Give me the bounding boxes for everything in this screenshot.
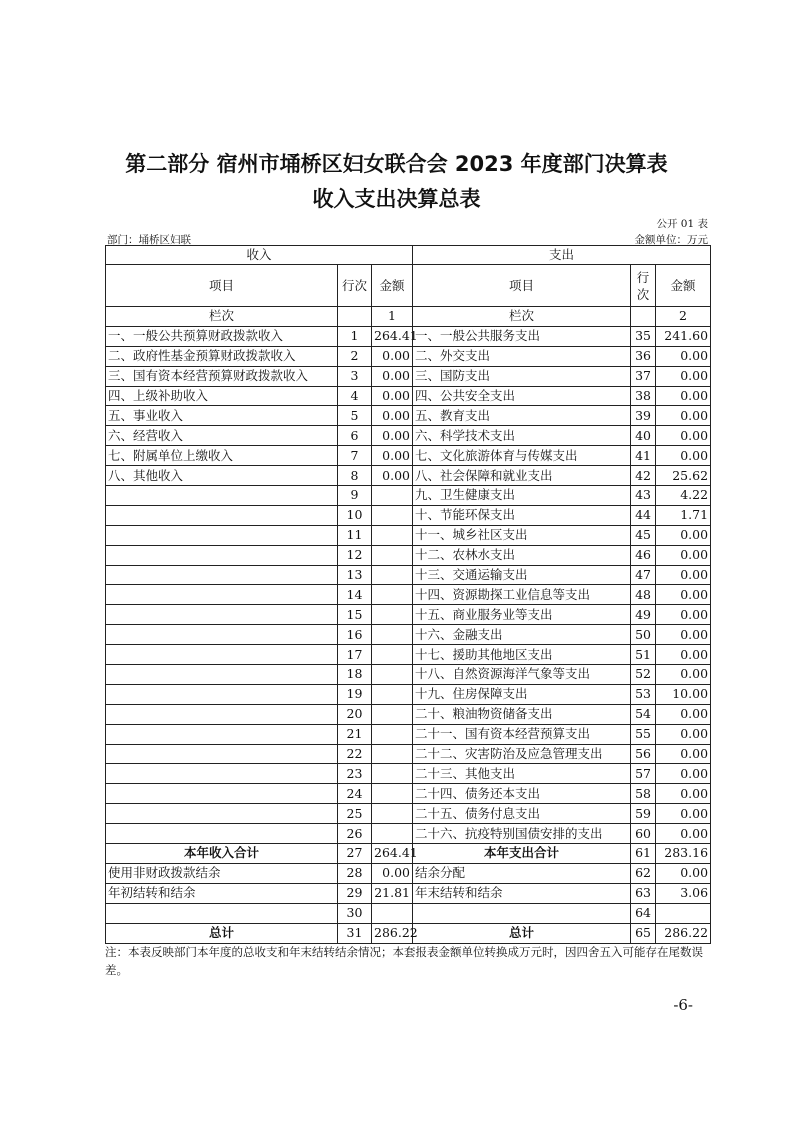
expense-line-cell: 36: [631, 346, 656, 366]
income-line-cell: 8: [338, 466, 372, 486]
income-line-cell: 24: [338, 784, 372, 804]
income-line-cell: 28: [338, 863, 372, 883]
table-row: [106, 824, 711, 844]
income-amount-cell: [372, 645, 413, 665]
expense-amount-cell: 0.00: [656, 824, 711, 844]
income-item-cell: [106, 545, 338, 565]
expense-line-cell: 57: [631, 764, 656, 784]
expense-amount-cell: 0.00: [656, 346, 711, 366]
income-item-cell: [106, 605, 338, 625]
expense-amount-cell: 0.00: [656, 704, 711, 724]
expense-line-cell: 37: [631, 366, 656, 386]
income-line-cell: 15: [338, 605, 372, 625]
income-amount-cell: [372, 665, 413, 685]
income-col-number: 1: [372, 307, 413, 327]
income-amount-cell: [372, 605, 413, 625]
expense-line-cell: 45: [631, 525, 656, 545]
income-line-cell: 29: [338, 883, 372, 903]
department-label: 部门：埇桥区妇联: [107, 234, 191, 246]
table-row: [106, 605, 711, 625]
income-line-cell: 26: [338, 824, 372, 844]
expense-item-cell: 七、文化旅游体育与传媒支出: [413, 446, 631, 466]
income-amount-cell: [372, 824, 413, 844]
income-item-cell: 三、国有资本经营预算财政拨款收入: [106, 366, 338, 386]
form-number: 公开 01 表: [656, 218, 708, 230]
income-line-cell: 20: [338, 704, 372, 724]
section-header-row: [106, 246, 711, 265]
income-item-header: 项目: [106, 265, 338, 307]
expense-line-cell: 40: [631, 426, 656, 446]
expense-line-cell: 61: [631, 844, 656, 864]
income-line-cell: 27: [338, 844, 372, 864]
income-amount-cell: 286.22: [372, 923, 413, 943]
expense-item-cell: 十二、农林水支出: [413, 545, 631, 565]
income-item-cell: [106, 764, 338, 784]
table-row: [106, 446, 711, 466]
income-amount-cell: [372, 505, 413, 525]
income-item-cell: [106, 645, 338, 665]
column-index-row: [106, 307, 711, 327]
table-row: [106, 883, 711, 903]
income-line-cell: 14: [338, 585, 372, 605]
expense-line-cell: 55: [631, 724, 656, 744]
income-amount-cell: [372, 525, 413, 545]
expense-item-cell: 六、科学技术支出: [413, 426, 631, 446]
expense-amount-cell: 0.00: [656, 724, 711, 744]
table-row: [106, 903, 711, 923]
income-item-cell: 八、其他收入: [106, 466, 338, 486]
expense-amount-cell: 1.71: [656, 505, 711, 525]
income-item-cell: 本年收入合计: [106, 844, 338, 864]
expense-item-cell: 结余分配: [413, 863, 631, 883]
expense-item-header: 项目: [413, 265, 631, 307]
expense-amount-cell: 0.00: [656, 565, 711, 585]
expense-line-cell: 59: [631, 804, 656, 824]
expense-item-cell: 二十二、灾害防治及应急管理支出: [413, 744, 631, 764]
expense-amount-cell: 0.00: [656, 525, 711, 545]
expense-amount-cell: 0.00: [656, 446, 711, 466]
page-number: -6-: [673, 996, 693, 1014]
income-amount-cell: [372, 545, 413, 565]
income-amount-cell: 264.41: [372, 844, 413, 864]
expense-item-cell: 二十三、其他支出: [413, 764, 631, 784]
table-row: [106, 525, 711, 545]
income-line-cell: 1: [338, 326, 372, 346]
expense-amount-cell: 10.00: [656, 684, 711, 704]
income-item-cell: [106, 824, 338, 844]
expense-amount-cell: 241.60: [656, 326, 711, 346]
table-row: [106, 764, 711, 784]
income-line-cell: 25: [338, 804, 372, 824]
table-row: [106, 724, 711, 744]
income-line-cell: 4: [338, 386, 372, 406]
expense-amount-cell: 4.22: [656, 486, 711, 506]
income-item-cell: [106, 625, 338, 645]
income-line-cell: 6: [338, 426, 372, 446]
income-line-cell: 13: [338, 565, 372, 585]
expense-item-cell: 十九、住房保障支出: [413, 684, 631, 704]
income-line-cell: 23: [338, 764, 372, 784]
income-col-label: 栏次: [106, 307, 338, 327]
income-item-cell: 年初结转和结余: [106, 883, 338, 903]
income-header: 收入: [106, 246, 413, 265]
expense-item-cell: 二、外交支出: [413, 346, 631, 366]
expense-amount-header: 金额: [656, 265, 711, 307]
income-item-cell: 二、政府性基金预算财政拨款收入: [106, 346, 338, 366]
page-title: 第二部分 宿州市埇桥区妇女联合会 2023 年度部门决算表: [125, 152, 668, 176]
expense-line-cell: 39: [631, 406, 656, 426]
expense-item-cell: 二十四、债务还本支出: [413, 784, 631, 804]
expense-line-cell: 51: [631, 645, 656, 665]
income-amount-cell: [372, 903, 413, 923]
budget-table: [105, 245, 711, 944]
income-line-cell: 11: [338, 525, 372, 545]
income-line-cell: 9: [338, 486, 372, 506]
income-line-cell: 17: [338, 645, 372, 665]
income-line-cell: 21: [338, 724, 372, 744]
income-amount-cell: [372, 585, 413, 605]
expense-item-cell: 二十一、国有资本经营预算支出: [413, 724, 631, 744]
expense-item-cell: 十八、自然资源海洋气象等支出: [413, 665, 631, 685]
table-row: [106, 645, 711, 665]
expense-line-header: 行次: [631, 265, 656, 307]
income-amount-cell: [372, 486, 413, 506]
table-row: [106, 744, 711, 764]
income-item-cell: [106, 903, 338, 923]
income-line-cell: 12: [338, 545, 372, 565]
income-amount-cell: [372, 684, 413, 704]
income-amount-cell: 0.00: [372, 426, 413, 446]
income-line-cell: 7: [338, 446, 372, 466]
expense-line-cell: 62: [631, 863, 656, 883]
table-row: [106, 804, 711, 824]
income-item-cell: 四、上级补助收入: [106, 386, 338, 406]
table-row: [106, 486, 711, 506]
expense-amount-cell: 283.16: [656, 844, 711, 864]
expense-amount-cell: 0.00: [656, 386, 711, 406]
expense-item-cell: 二十五、债务付息支出: [413, 804, 631, 824]
income-line-cell: 3: [338, 366, 372, 386]
income-amount-cell: 264.41: [372, 326, 413, 346]
table-row: [106, 923, 711, 943]
expense-item-cell: 五、教育支出: [413, 406, 631, 426]
income-amount-cell: 0.00: [372, 863, 413, 883]
income-amount-cell: [372, 704, 413, 724]
income-item-cell: 总计: [106, 923, 338, 943]
expense-item-cell: 十四、资源勘探工业信息等支出: [413, 585, 631, 605]
table-row: [106, 386, 711, 406]
expense-amount-cell: 0.00: [656, 545, 711, 565]
table-row: [106, 625, 711, 645]
expense-line-cell: 35: [631, 326, 656, 346]
expense-item-cell: 十一、城乡社区支出: [413, 525, 631, 545]
income-line-cell: 22: [338, 744, 372, 764]
expense-amount-cell: 0.00: [656, 605, 711, 625]
income-item-cell: 五、事业收入: [106, 406, 338, 426]
expense-item-cell: 十六、金融支出: [413, 625, 631, 645]
expense-amount-cell: 0.00: [656, 625, 711, 645]
table-row: [106, 466, 711, 486]
expense-amount-cell: 0.00: [656, 863, 711, 883]
expense-amount-cell: 0.00: [656, 366, 711, 386]
table-row: [106, 863, 711, 883]
expense-item-cell: 一、一般公共服务支出: [413, 326, 631, 346]
expense-item-cell: 九、卫生健康支出: [413, 486, 631, 506]
table-row: [106, 565, 711, 585]
table-row: [106, 684, 711, 704]
expense-line-cell: 49: [631, 605, 656, 625]
expense-amount-cell: 0.00: [656, 784, 711, 804]
expense-line-cell: 38: [631, 386, 656, 406]
expense-line-cell: 64: [631, 903, 656, 923]
table-row: [106, 665, 711, 685]
expense-amount-cell: 0.00: [656, 426, 711, 446]
table-row: [106, 585, 711, 605]
table-title: 收入支出决算总表: [312, 187, 481, 211]
income-item-cell: 七、附属单位上缴收入: [106, 446, 338, 466]
expense-amount-cell: 0.00: [656, 744, 711, 764]
income-amount-header: 金额: [372, 265, 413, 307]
income-item-cell: [106, 665, 338, 685]
expense-item-cell: 四、公共安全支出: [413, 386, 631, 406]
income-item-cell: [106, 724, 338, 744]
table-row: [106, 844, 711, 864]
income-amount-cell: 0.00: [372, 366, 413, 386]
expense-amount-cell: 0.00: [656, 585, 711, 605]
income-item-cell: [106, 704, 338, 724]
expense-item-cell: 十七、援助其他地区支出: [413, 645, 631, 665]
expense-item-cell: 十三、交通运输支出: [413, 565, 631, 585]
income-line-cell: 19: [338, 684, 372, 704]
expense-amount-cell: 3.06: [656, 883, 711, 903]
expense-line-cell: 58: [631, 784, 656, 804]
column-header-row: [106, 265, 711, 307]
income-amount-cell: [372, 804, 413, 824]
income-amount-cell: [372, 625, 413, 645]
expense-item-cell: 二十、粮油物资储备支出: [413, 704, 631, 724]
table-row: [106, 326, 711, 346]
expense-item-cell: 三、国防支出: [413, 366, 631, 386]
expense-line-cell: 41: [631, 446, 656, 466]
income-item-cell: [106, 565, 338, 585]
income-amount-cell: 0.00: [372, 446, 413, 466]
income-item-cell: [106, 784, 338, 804]
income-line-cell: 18: [338, 665, 372, 685]
income-line-header: 行次: [338, 265, 372, 307]
expense-line-cell: 53: [631, 684, 656, 704]
income-item-cell: [106, 585, 338, 605]
income-item-cell: [106, 486, 338, 506]
income-amount-cell: 21.81: [372, 883, 413, 903]
expense-col-number: 2: [656, 307, 711, 327]
income-item-cell: [106, 525, 338, 545]
expense-item-cell: 年末结转和结余: [413, 883, 631, 903]
expense-line-cell: 50: [631, 625, 656, 645]
income-item-cell: [106, 684, 338, 704]
income-amount-cell: [372, 565, 413, 585]
income-line-cell: 16: [338, 625, 372, 645]
table-row: [106, 366, 711, 386]
income-line-cell: 31: [338, 923, 372, 943]
income-amount-cell: 0.00: [372, 466, 413, 486]
expense-item-cell: 二十六、抗疫特别国债安排的支出: [413, 824, 631, 844]
expense-amount-cell: 286.22: [656, 923, 711, 943]
expense-line-cell: 60: [631, 824, 656, 844]
income-item-cell: 六、经营收入: [106, 426, 338, 446]
income-amount-cell: [372, 744, 413, 764]
income-line-cell: 10: [338, 505, 372, 525]
income-item-cell: 一、一般公共预算财政拨款收入: [106, 326, 338, 346]
table-row: [106, 426, 711, 446]
expense-amount-cell: 0.00: [656, 665, 711, 685]
expense-line-cell: 54: [631, 704, 656, 724]
table-row: [106, 346, 711, 366]
expense-line-cell: 48: [631, 585, 656, 605]
income-item-cell: [106, 744, 338, 764]
expense-line-cell: 47: [631, 565, 656, 585]
expense-amount-cell: 0.00: [656, 764, 711, 784]
expense-line-cell: 46: [631, 545, 656, 565]
expense-line-cell: 56: [631, 744, 656, 764]
income-amount-cell: 0.00: [372, 386, 413, 406]
expense-item-cell: 本年支出合计: [413, 844, 631, 864]
income-amount-cell: [372, 724, 413, 744]
expense-amount-cell: 0.00: [656, 645, 711, 665]
expense-line-cell: 44: [631, 505, 656, 525]
income-line-cell: 2: [338, 346, 372, 366]
income-line-cell: 30: [338, 903, 372, 923]
expense-item-cell: [413, 903, 631, 923]
income-line-cell: 5: [338, 406, 372, 426]
income-amount-cell: [372, 784, 413, 804]
table-row: [106, 704, 711, 724]
expense-line-cell: 52: [631, 665, 656, 685]
income-amount-cell: 0.00: [372, 346, 413, 366]
expense-amount-cell: 0.00: [656, 804, 711, 824]
expense-line-cell: 43: [631, 486, 656, 506]
income-item-cell: [106, 505, 338, 525]
expense-line-cell: 65: [631, 923, 656, 943]
expense-item-cell: 八、社会保障和就业支出: [413, 466, 631, 486]
expense-col-label: 栏次: [413, 307, 631, 327]
income-amount-cell: [372, 764, 413, 784]
expense-line-cell: 63: [631, 883, 656, 903]
expense-item-cell: 总计: [413, 923, 631, 943]
footnote: 注：本表反映部门本年度的总收支和年末结转结余情况；本套报表金额单位转换成万元时，因四舍五入可能存在尾数误差。: [105, 945, 703, 977]
table-row: [106, 545, 711, 565]
table-row: [106, 784, 711, 804]
expense-item-cell: 十五、商业服务业等支出: [413, 605, 631, 625]
expense-item-cell: 十、节能环保支出: [413, 505, 631, 525]
table-row: [106, 406, 711, 426]
expense-line-cell: 42: [631, 466, 656, 486]
table-row: [106, 505, 711, 525]
expense-amount-cell: [656, 903, 711, 923]
expense-amount-cell: 0.00: [656, 406, 711, 426]
expense-header: 支出: [413, 246, 711, 265]
income-item-cell: [106, 804, 338, 824]
expense-amount-cell: 25.62: [656, 466, 711, 486]
income-item-cell: 使用非财政拨款结余: [106, 863, 338, 883]
unit-label: 金额单位：万元: [634, 234, 708, 246]
income-amount-cell: 0.00: [372, 406, 413, 426]
